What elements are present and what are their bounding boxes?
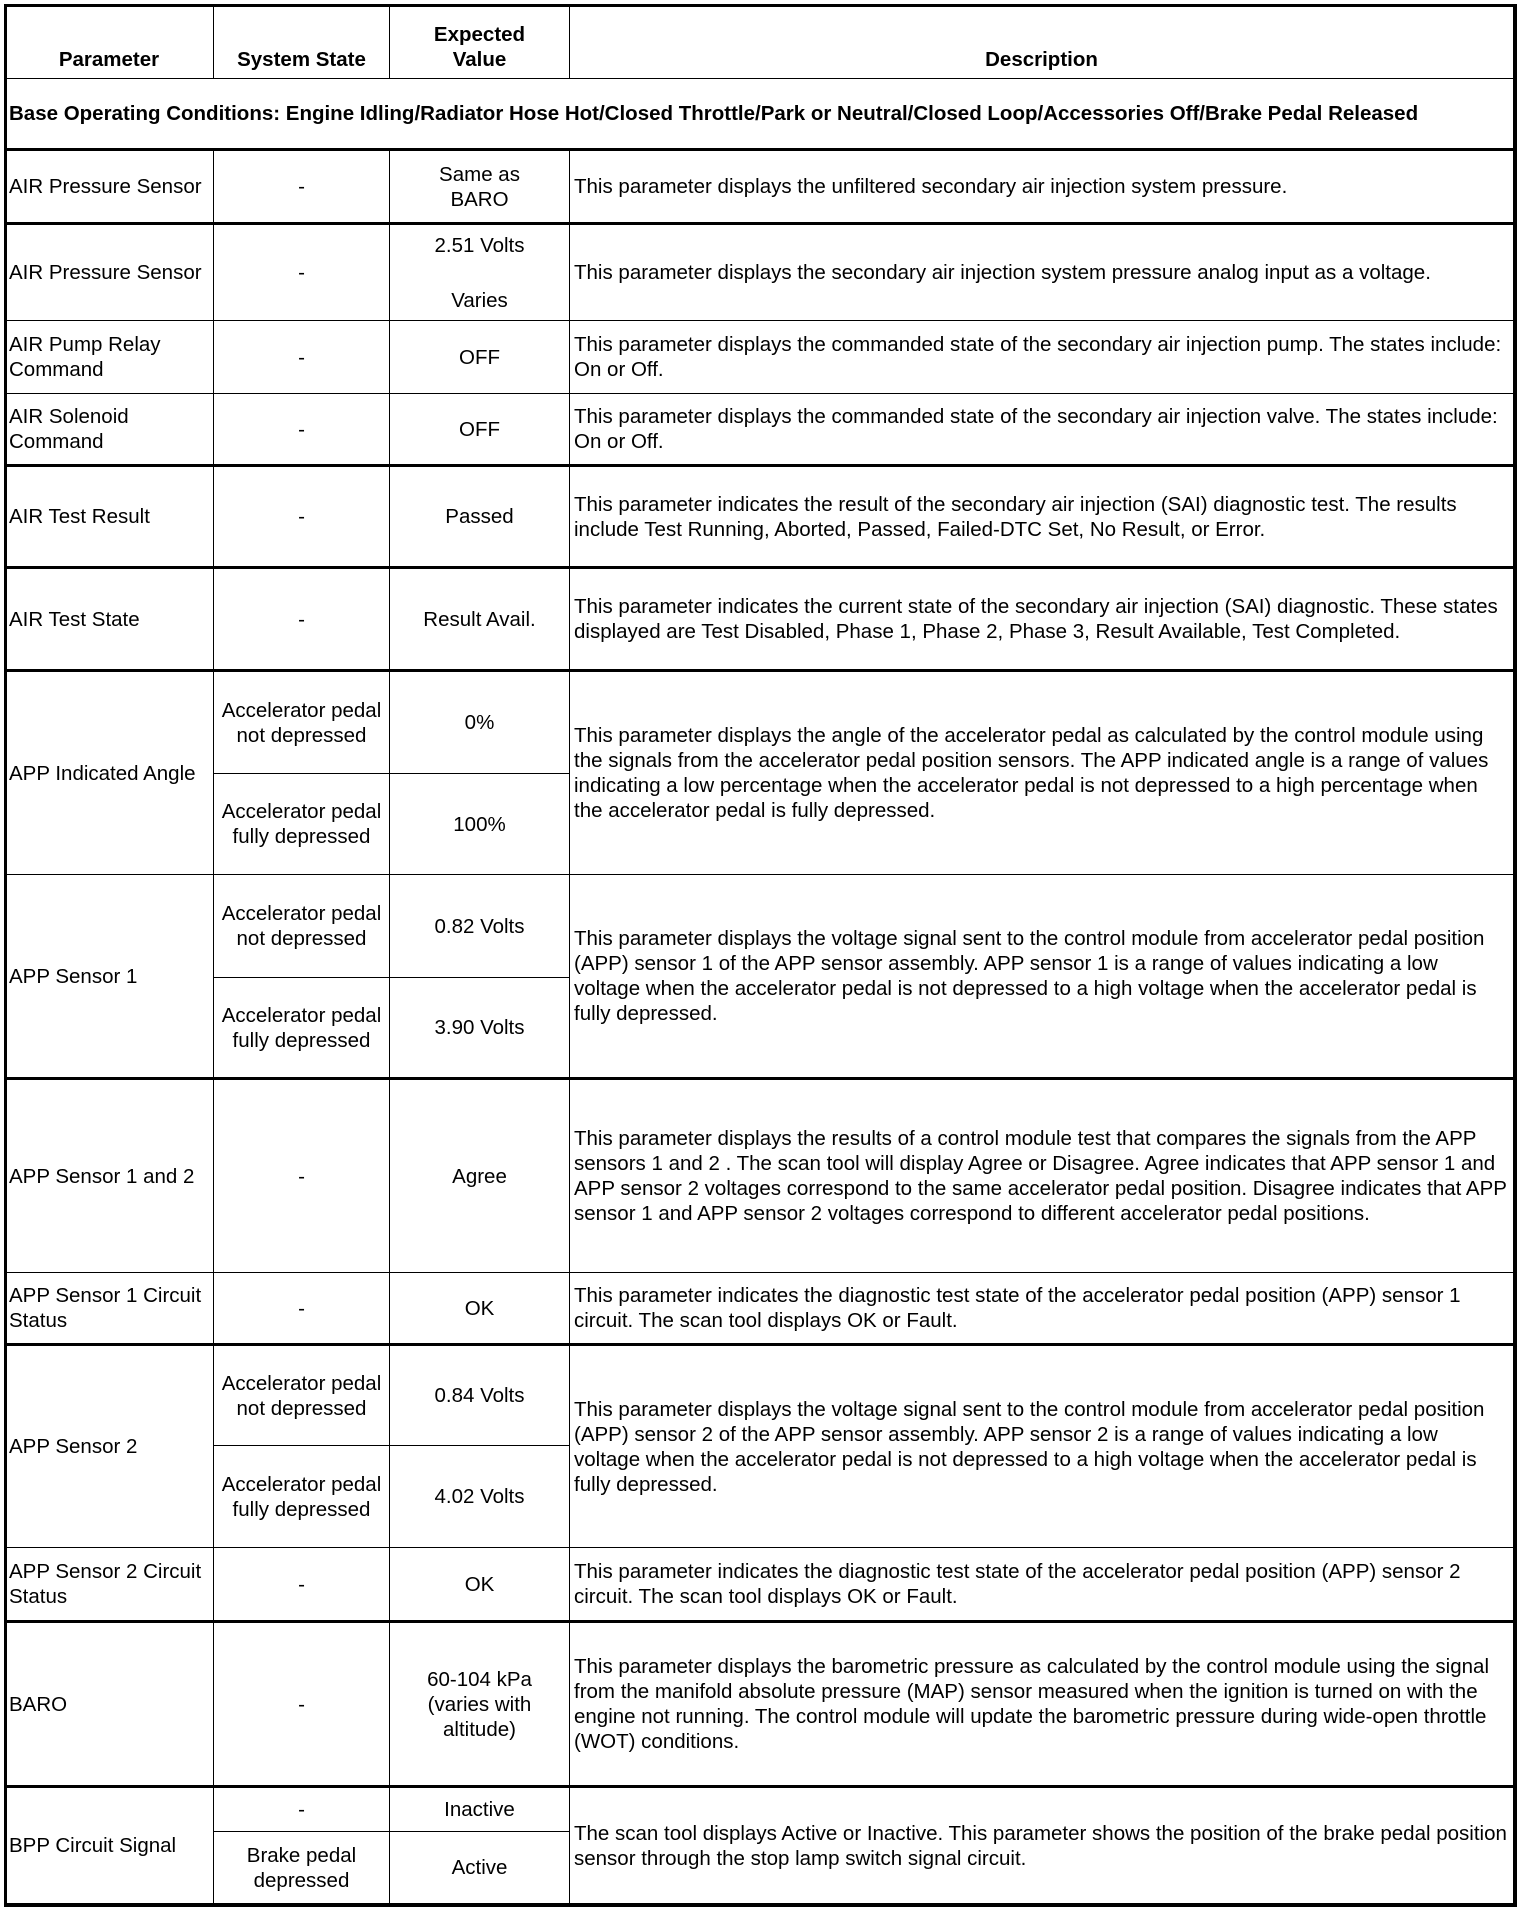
header-parameter: Parameter [5, 5, 214, 79]
table-row [5, 1787, 1514, 1832]
system-state-cell: - [214, 1273, 390, 1345]
table-row [5, 671, 1514, 774]
expected-value-line: 2.51 Volts [434, 233, 525, 257]
system-state-cell: - [214, 1622, 390, 1787]
expected-value-cell: OFF [390, 321, 570, 394]
parameter-cell: APP Indicated Angle [5, 671, 214, 875]
expected-value-cell: Result Avail. [390, 568, 570, 671]
table-row [5, 1548, 1514, 1622]
system-state-cell: - [214, 224, 390, 321]
description-cell: This parameter displays the commanded state of the secondary air injection valve. The states include: On or Off. [570, 394, 1514, 466]
system-state-cell: - [214, 150, 390, 224]
parameter-cell: APP Sensor 2 [5, 1345, 214, 1548]
expected-value-cell: 4.02 Volts [390, 1446, 570, 1548]
parameter-cell: BARO [5, 1622, 214, 1787]
description-cell: This parameter displays the barometric pressure as calculated by the control module using the signal from the manifold absolute pressure (MAP) sensor measured when the ignition is turned on with the engine not running. The control module will update the barometric pressure during wide-open throttle (WOT) conditions. [570, 1622, 1514, 1787]
description-cell: This parameter displays the angle of the accelerator pedal as calculated by the control module using the signals from the accelerator pedal position sensors. The APP indicated angle is a range of values indicating a low percentage when the accelerator pedal is not depressed to a high percentage when the accelerator pedal is fully depressed. [570, 671, 1514, 875]
description-cell: This parameter displays the unfiltered secondary air injection system pressure. [570, 150, 1514, 224]
system-state-cell: - [214, 321, 390, 394]
parameter-cell: APP Sensor 1 and 2 [5, 1079, 214, 1273]
description-cell: This parameter displays the secondary air injection system pressure analog input as a voltage. [570, 224, 1514, 321]
system-state-cell: - [214, 466, 390, 568]
table-row [5, 224, 1514, 321]
expected-value-cell: 60-104 kPa (varies with altitude) [390, 1622, 570, 1787]
table-row [5, 466, 1514, 568]
description-cell: This parameter indicates the diagnostic test state of the accelerator pedal position (APP) sensor 2 circuit. The scan tool displays OK or Fault. [570, 1548, 1514, 1622]
parameter-cell: AIR Solenoid Command [5, 394, 214, 466]
table-row [5, 568, 1514, 671]
header-description: Description [570, 5, 1514, 79]
parameter-cell: APP Sensor 2 Circuit Status [5, 1548, 214, 1622]
table-row [5, 1622, 1514, 1787]
parameter-cell: APP Sensor 1 Circuit Status [5, 1273, 214, 1345]
parameter-cell: AIR Pump Relay Command [5, 321, 214, 394]
table-row [5, 1273, 1514, 1345]
expected-value-cell: 100% [390, 774, 570, 875]
expected-value-cell: OK [390, 1273, 570, 1345]
table-row [5, 321, 1514, 394]
system-state-cell: - [214, 1548, 390, 1622]
system-state-cell: - [214, 1787, 390, 1832]
table-row [5, 394, 1514, 466]
system-state-cell: Accelerator pedal not depressed [214, 875, 390, 978]
description-cell: This parameter displays the commanded state of the secondary air injection pump. The states include: On or Off. [570, 321, 1514, 394]
system-state-cell: Brake pedal depressed [214, 1832, 390, 1904]
base-conditions-row [5, 79, 1514, 150]
description-cell: This parameter indicates the diagnostic test state of the accelerator pedal position (APP) sensor 1 circuit. The scan tool displays OK or Fault. [570, 1273, 1514, 1345]
table-row [5, 150, 1514, 224]
expected-value-cell: Same as BARO [390, 150, 570, 224]
expected-value-cell: Active [390, 1832, 570, 1904]
description-cell: This parameter indicates the current state of the secondary air injection (SAI) diagnostic. These states displayed are Test Disabled, Phase 1, Phase 2, Phase 3, Result Available, Test Completed. [570, 568, 1514, 671]
parameter-cell: AIR Test Result [5, 466, 214, 568]
system-state-cell: - [214, 394, 390, 466]
header-system-state: System State [214, 5, 390, 79]
table-row [5, 875, 1514, 978]
description-cell: This parameter displays the voltage signal sent to the control module from accelerator pedal position (APP) sensor 2 of the APP sensor assembly. APP sensor 2 is a range of values indicating a low voltage when the accelerator pedal is not depressed to a high voltage when the accelerator pedal is fully depressed. [570, 1345, 1514, 1548]
parameter-cell: AIR Test State [5, 568, 214, 671]
base-conditions: Base Operating Conditions: Engine Idling/Radiator Hose Hot/Closed Throttle/Park or Neutral/Closed Loop/Accessories Off/Brake Pedal Released [5, 79, 1514, 150]
header-expected-value: Expected Value [390, 5, 570, 79]
system-state-cell: - [214, 568, 390, 671]
expected-value-cell: 3.90 Volts [390, 978, 570, 1079]
scan-tool-data-table [4, 4, 1514, 1904]
parameter-cell: BPP Circuit Signal [5, 1787, 214, 1904]
expected-value-cell: 0.84 Volts [390, 1345, 570, 1446]
description-cell: This parameter indicates the result of the secondary air injection (SAI) diagnostic test. The results include Test Running, Aborted, Passed, Failed-DTC Set, No Result, or Error. [570, 466, 1514, 568]
expected-value-cell: Agree [390, 1079, 570, 1273]
header-row [5, 5, 1514, 79]
table-row [5, 1079, 1514, 1273]
system-state-cell: - [214, 1079, 390, 1273]
system-state-cell: Accelerator pedal fully depressed [214, 978, 390, 1079]
parameter-cell: AIR Pressure Sensor [5, 150, 214, 224]
system-state-cell: Accelerator pedal fully depressed [214, 1446, 390, 1548]
description-cell: This parameter displays the results of a control module test that compares the signals from the APP sensors 1 and 2 . The scan tool will display Agree or Disagree. Agree indicates that APP sensor 1 and APP sensor 2 voltages correspond to the same accelerator pedal position. Disagree indicates that APP sensor 1 and APP sensor 2 voltages correspond to different accelerator pedal positions. [570, 1079, 1514, 1273]
description-cell: The scan tool displays Active or Inactive. This parameter shows the position of the brake pedal position sensor through the stop lamp switch signal circuit. [570, 1787, 1514, 1904]
expected-value-cell: OFF [390, 394, 570, 466]
system-state-cell: Accelerator pedal not depressed [214, 671, 390, 774]
parameter-cell: AIR Pressure Sensor [5, 224, 214, 321]
parameter-cell: APP Sensor 1 [5, 875, 214, 1079]
expected-value-cell: Passed [390, 466, 570, 568]
expected-value-cell: Inactive [390, 1787, 570, 1832]
system-state-cell: Accelerator pedal fully depressed [214, 774, 390, 875]
expected-value-cell: 0.82 Volts [390, 875, 570, 978]
description-cell: This parameter displays the voltage signal sent to the control module from accelerator pedal position (APP) sensor 1 of the APP sensor assembly. APP sensor 1 is a range of values indicating a low voltage when the accelerator pedal is not depressed to a high voltage when the accelerator pedal is fully depressed. [570, 875, 1514, 1079]
expected-value-cell: 0% [390, 671, 570, 774]
expected-value-line: Varies [451, 288, 508, 312]
expected-value-cell: OK [390, 1548, 570, 1622]
table-row [5, 1345, 1514, 1446]
system-state-cell: Accelerator pedal not depressed [214, 1345, 390, 1446]
expected-value-cell [390, 224, 570, 321]
